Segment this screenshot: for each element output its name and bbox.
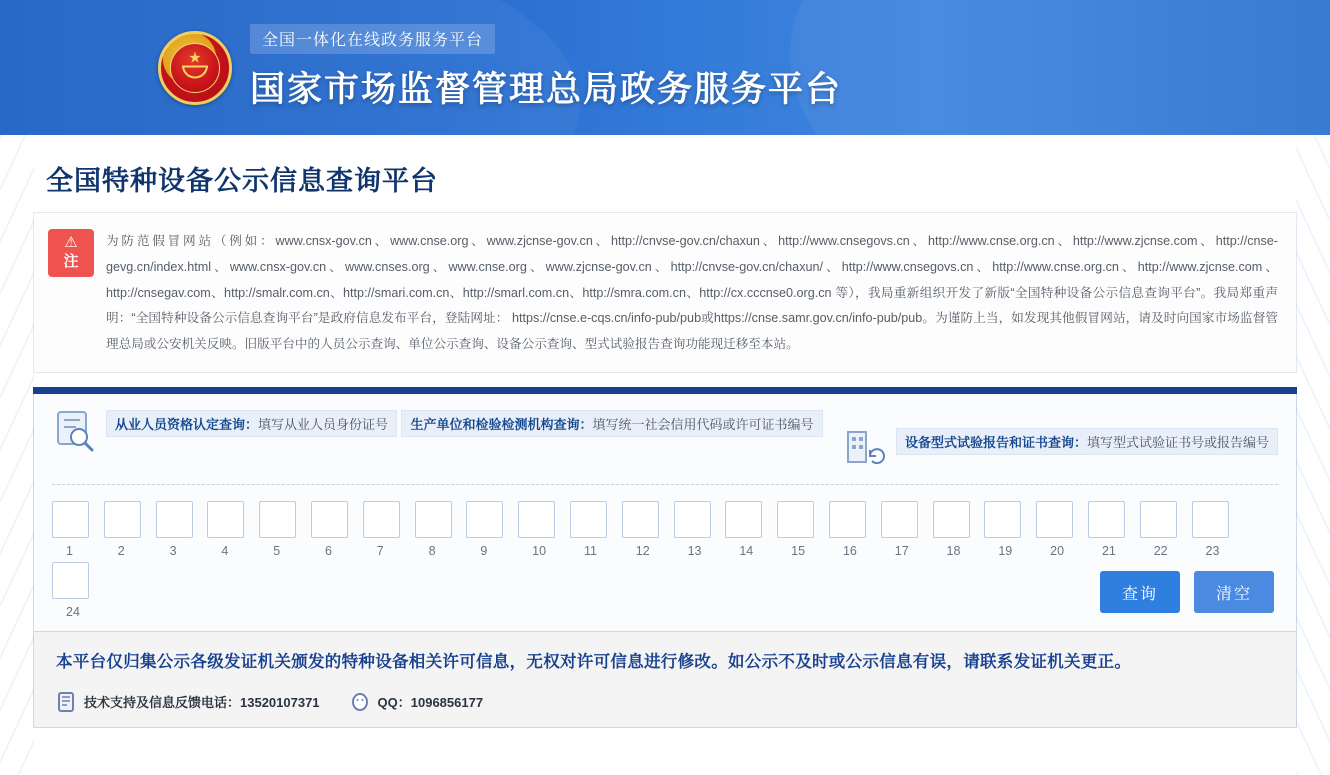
code-input-24[interactable] bbox=[52, 562, 89, 599]
code-cell-24 bbox=[52, 562, 104, 619]
code-index-2: 2 bbox=[117, 544, 125, 559]
action-buttons bbox=[1100, 562, 1278, 613]
code-index-1: 1 bbox=[66, 544, 73, 559]
code-cell-1 bbox=[52, 501, 104, 558]
tip-equipment-label: 设备型式试验报告和证书查询： bbox=[904, 435, 1087, 451]
code-input-7[interactable] bbox=[363, 501, 400, 538]
code-input-8[interactable] bbox=[415, 501, 452, 538]
contact-support-label: 技术支持及信息反馈电话：13520107371 bbox=[84, 695, 320, 711]
code-input-10[interactable] bbox=[518, 501, 555, 538]
code-cell-2 bbox=[104, 501, 156, 558]
qq-icon bbox=[350, 691, 370, 713]
code-cell-23 bbox=[1192, 501, 1244, 558]
code-index-8: 8 bbox=[428, 544, 436, 559]
code-input-20[interactable] bbox=[1036, 501, 1073, 538]
code-index-17: 17 bbox=[894, 544, 909, 559]
code-input-9[interactable] bbox=[466, 501, 503, 538]
code-cell-19 bbox=[984, 501, 1036, 558]
building-refresh-icon bbox=[842, 426, 888, 470]
code-cell-12 bbox=[622, 501, 674, 558]
code-index-6: 6 bbox=[324, 544, 332, 559]
code-index-16: 16 bbox=[842, 544, 857, 559]
code-input-11[interactable] bbox=[570, 501, 607, 538]
code-index-7: 7 bbox=[376, 544, 384, 559]
code-cell-15 bbox=[777, 501, 829, 558]
code-cell-3 bbox=[156, 501, 208, 558]
header-main-title: 国家市场监督管理总局政务服务平台 bbox=[250, 69, 843, 109]
code-input-18[interactable] bbox=[933, 501, 970, 538]
content-wrapper bbox=[33, 212, 1297, 728]
code-input-12[interactable] bbox=[622, 501, 659, 538]
code-input-5[interactable] bbox=[259, 501, 296, 538]
code-input-19[interactable] bbox=[984, 501, 1021, 538]
code-input-17[interactable] bbox=[881, 501, 918, 538]
code-index-9: 9 bbox=[480, 544, 488, 559]
code-index-14: 14 bbox=[739, 544, 754, 559]
query-button[interactable]: 查询 bbox=[1100, 571, 1180, 613]
header-title-block bbox=[250, 24, 842, 112]
code-index-20: 20 bbox=[1050, 544, 1065, 559]
tip-personnel-label: 从业人员资格认定查询： bbox=[115, 417, 259, 433]
tip-personnel bbox=[106, 410, 397, 437]
code-index-18: 18 bbox=[946, 544, 961, 559]
code-input-23[interactable] bbox=[1192, 501, 1229, 538]
code-cell-11 bbox=[570, 501, 622, 558]
code-input-13[interactable] bbox=[674, 501, 711, 538]
code-input-area bbox=[52, 485, 1278, 631]
code-input-row-1 bbox=[52, 501, 1278, 562]
code-input-6[interactable] bbox=[311, 501, 348, 538]
notice-text: 为防范假冒网站（例如：www.cnsx-gov.cn、www.cnse.org、www.zjcnse-gov.cn、http://cnvse-gov.cn/chaxun、http://www.cnsegovs.cn、http://www.cnse.org.cn、http://www.zjcnse.com、http://cnse-gevg.cn/index.html、www.cnsx-gov.cn、www.cnses.org、www.cnse.org、www.zjcnse-gov.cn、http://cnvse-gov.cn/chaxun/、http://www.cnsegovs.cn、http://www.cnse.org.cn、http://www.zjcnse.com、http://cnsegav.com、http://smalr.com.cn、http://smari.com.cn、http://smarl.com.cn、http://smra.com.cn、http://cx.cccnse0.org.cn 等），我局重新组织开发了新版“全国特种设备公示信息查询平台”。我局郑重声明：“全国特种设备公示信息查询平台”是政府信息发布平台，登陆网址： https://cnse.e-cqs.cn/info-pub/pub或https://cnse.samr.gov.cn/info-pub/pub。为谨防上当，如发现其他假冒网站，请及时向国家市场监督管理总局或公安机关反映。旧版平台中的人员公示查询、单位公示查询、设备公示查询、型式试验报告查询功能现迁移至本站。 bbox=[106, 234, 1278, 352]
page-title: 全国特种设备公示信息查询平台 bbox=[46, 166, 438, 196]
code-cell-22 bbox=[1140, 501, 1192, 558]
code-input-22[interactable] bbox=[1140, 501, 1177, 538]
page-body bbox=[0, 135, 1330, 775]
code-input-16[interactable] bbox=[829, 501, 866, 538]
code-index-3: 3 bbox=[169, 544, 177, 559]
contact-qq bbox=[350, 691, 484, 713]
code-input-15[interactable] bbox=[777, 501, 814, 538]
code-cell-14 bbox=[725, 501, 777, 558]
code-cell-13 bbox=[674, 501, 726, 558]
query-panel bbox=[33, 394, 1297, 632]
code-input-4[interactable] bbox=[207, 501, 244, 538]
code-index-13: 13 bbox=[687, 544, 702, 559]
code-input-row-2-wrap bbox=[52, 562, 1278, 623]
code-cell-9 bbox=[466, 501, 518, 558]
tip-organization bbox=[401, 410, 822, 437]
code-input-14[interactable] bbox=[725, 501, 762, 538]
code-cell-8 bbox=[415, 501, 467, 558]
code-index-21: 21 bbox=[1101, 544, 1116, 559]
code-cell-18 bbox=[933, 501, 985, 558]
section-divider-bar bbox=[33, 387, 1297, 394]
footer-note bbox=[33, 632, 1297, 728]
code-index-11: 11 bbox=[583, 544, 597, 559]
phone-support-icon bbox=[56, 691, 76, 713]
code-index-5: 5 bbox=[273, 544, 281, 559]
warning-icon: ⚠ bbox=[64, 234, 78, 251]
code-input-3[interactable] bbox=[156, 501, 193, 538]
tip-equipment-hint: 填写型式试验证书号或报告编号 bbox=[1086, 435, 1269, 451]
query-tips-left bbox=[52, 408, 823, 452]
code-cell-7 bbox=[363, 501, 415, 558]
code-input-row-2 bbox=[52, 562, 104, 623]
notice-badge-text: 注 bbox=[63, 253, 79, 270]
code-input-21[interactable] bbox=[1088, 501, 1125, 538]
national-emblem-icon: ★ bbox=[158, 31, 232, 105]
code-cell-20 bbox=[1036, 501, 1088, 558]
contact-row bbox=[56, 691, 1274, 713]
contact-support bbox=[56, 691, 320, 713]
tip-organization-hint: 填写统一社会信用代码或许可证书编号 bbox=[592, 417, 814, 433]
footer-statement: 本平台仅归集公示各级发证机关颁发的特种设备相关许可信息，无权对许可信息进行修改。如公示不及时或公示信息有误，请联系发证机关更正。 bbox=[56, 653, 1132, 672]
code-index-23: 23 bbox=[1205, 544, 1220, 559]
header-subtitle: 全国一体化在线政务服务平台 bbox=[250, 24, 495, 54]
query-tips-right bbox=[842, 408, 1278, 470]
notice-box bbox=[33, 212, 1297, 373]
clear-button[interactable]: 清空 bbox=[1194, 571, 1274, 613]
query-tips-row bbox=[52, 408, 1278, 485]
site-header bbox=[0, 0, 1330, 135]
code-index-10: 10 bbox=[532, 544, 547, 559]
search-document-icon bbox=[52, 408, 98, 452]
code-cell-10 bbox=[518, 501, 570, 558]
contact-qq-label: QQ：1096856177 bbox=[377, 695, 484, 711]
code-cell-21 bbox=[1088, 501, 1140, 558]
code-index-4: 4 bbox=[221, 544, 229, 559]
code-input-2[interactable] bbox=[104, 501, 141, 538]
code-index-22: 22 bbox=[1153, 544, 1168, 559]
code-cell-5 bbox=[259, 501, 311, 558]
code-index-19: 19 bbox=[998, 544, 1013, 559]
tip-equipment-report bbox=[896, 428, 1278, 455]
tip-personnel-hint: 填写从业人员身份证号 bbox=[258, 417, 389, 433]
code-cell-16 bbox=[829, 501, 881, 558]
code-cell-4 bbox=[207, 501, 259, 558]
code-index-12: 12 bbox=[635, 544, 650, 559]
notice-badge bbox=[48, 229, 94, 277]
code-index-15: 15 bbox=[791, 544, 806, 559]
code-cell-6 bbox=[311, 501, 363, 558]
code-input-1[interactable] bbox=[52, 501, 89, 538]
tip-organization-label: 生产单位和检验检测机构查询： bbox=[410, 417, 593, 433]
code-cell-17 bbox=[881, 501, 933, 558]
code-index-24: 24 bbox=[66, 605, 80, 620]
